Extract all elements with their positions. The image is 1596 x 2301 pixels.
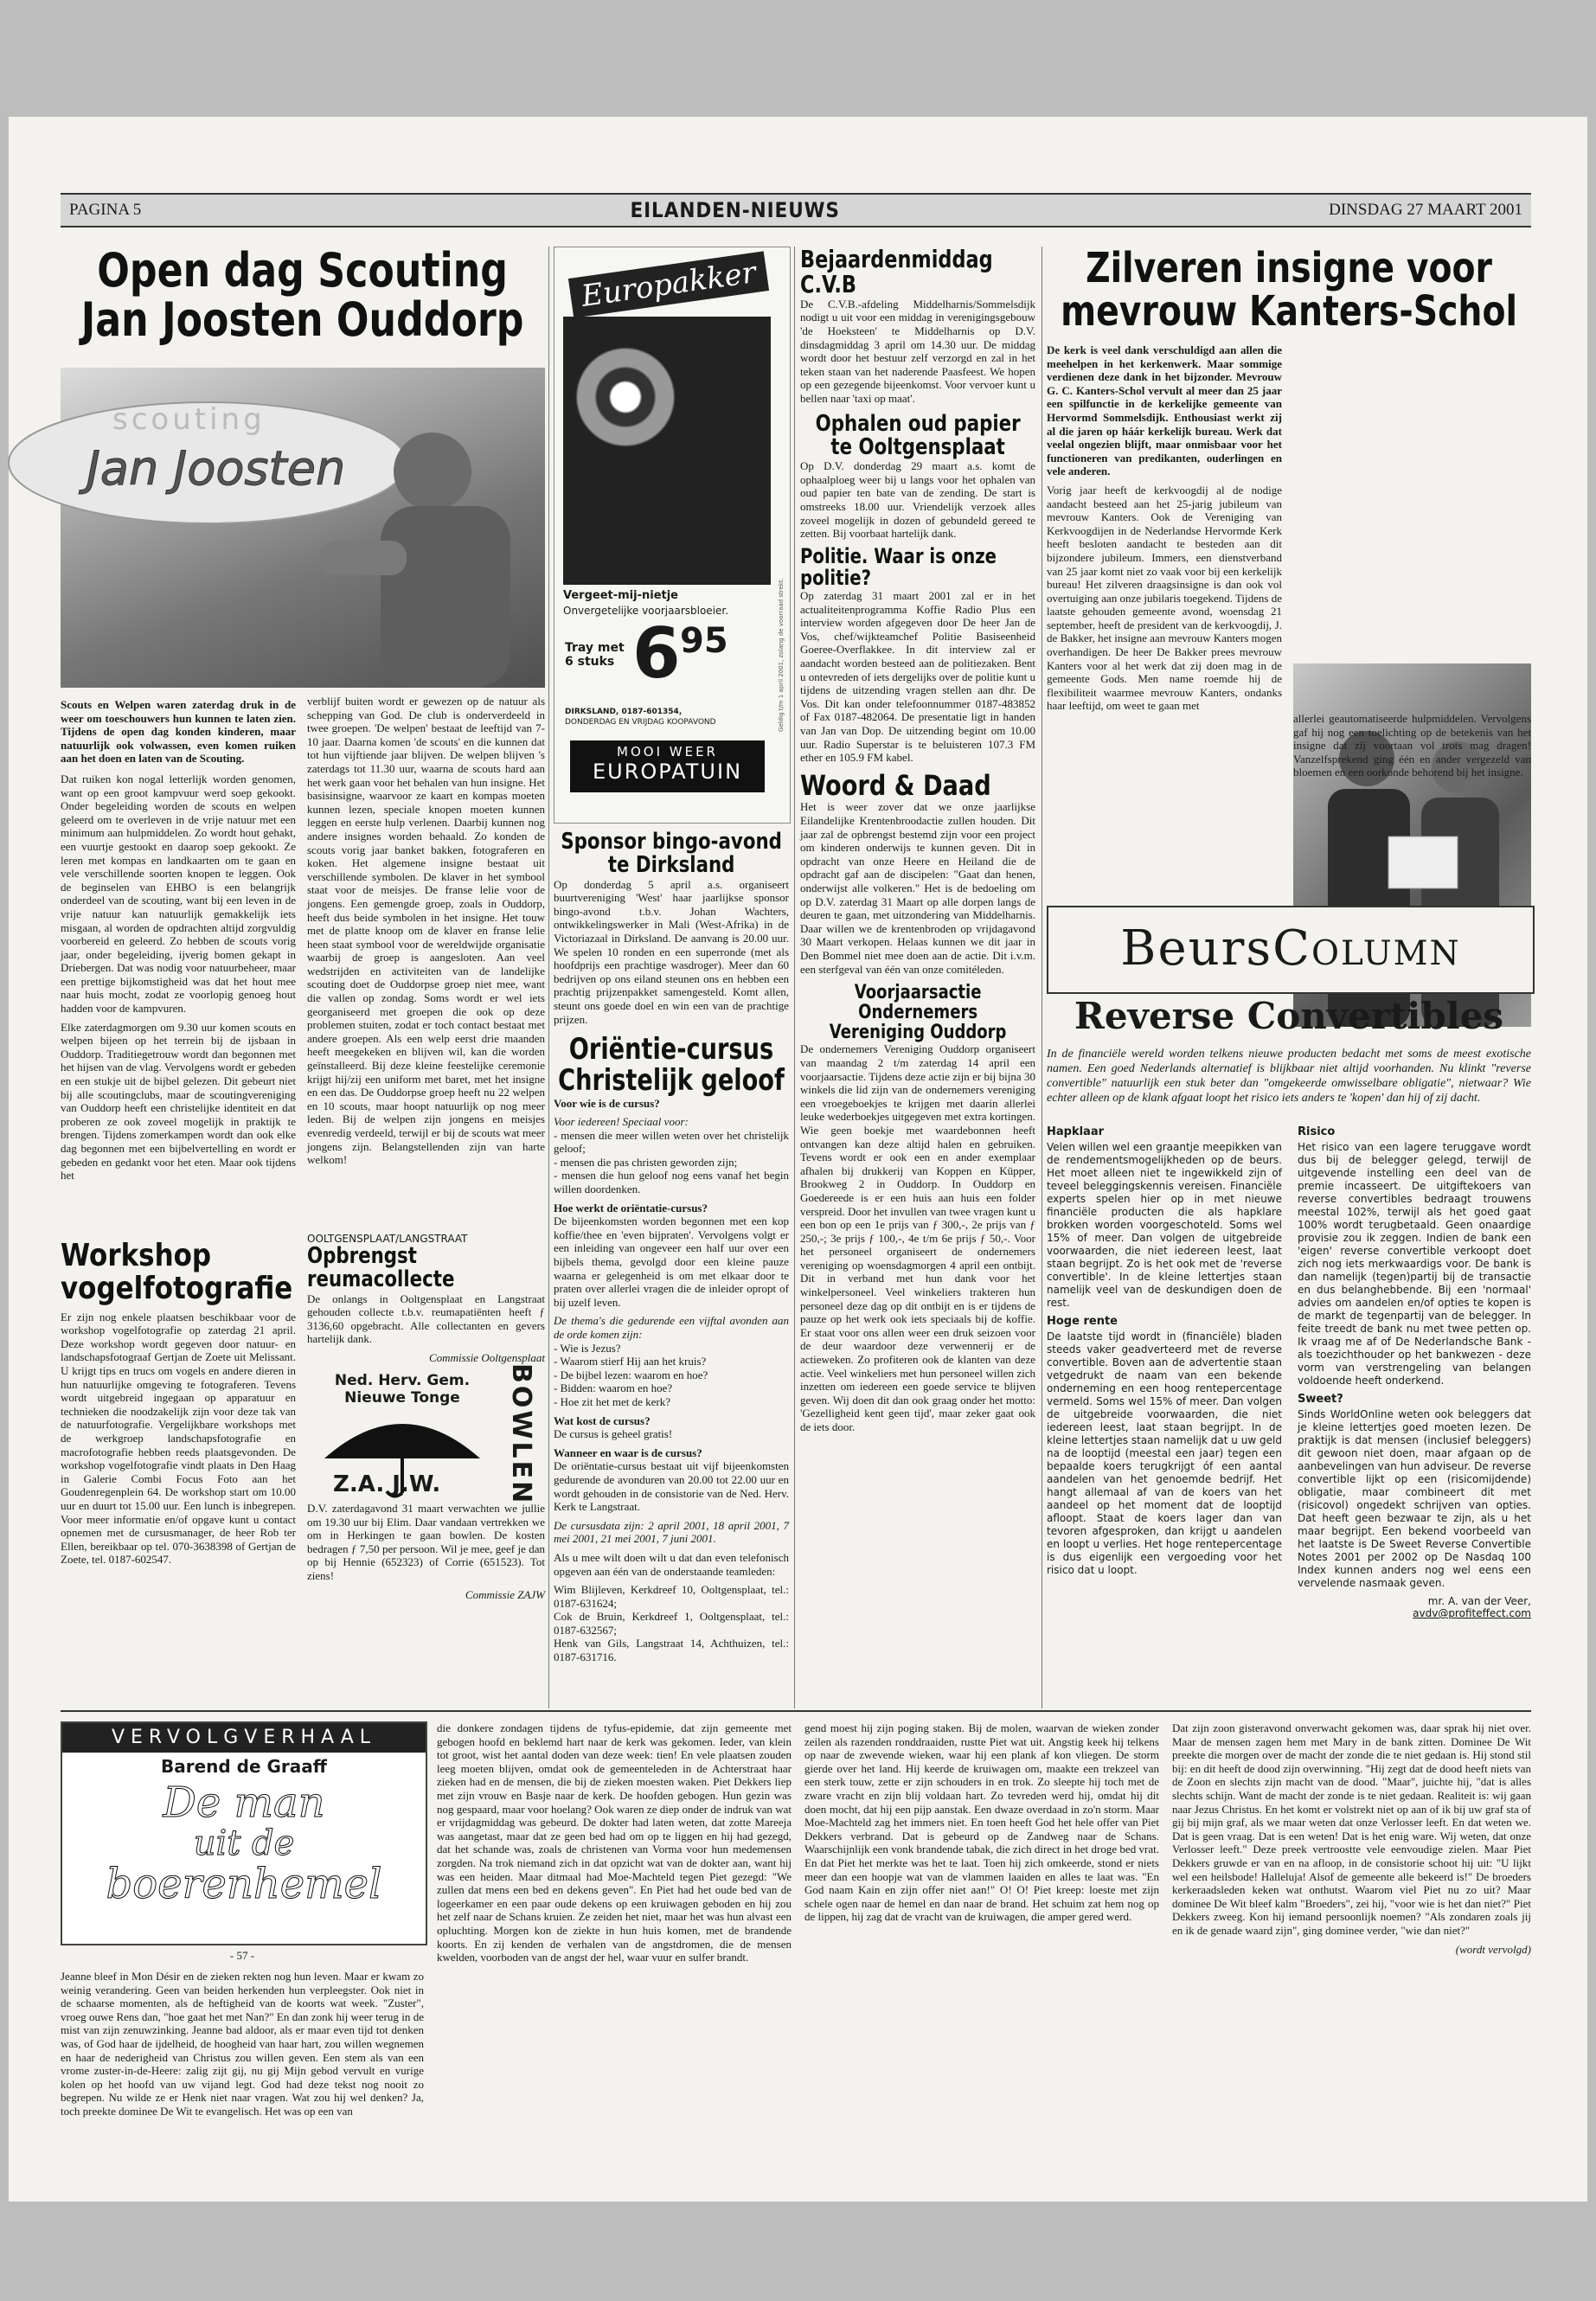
orientatie-theme: - Waarom stierf Hij aan het kruis? (554, 1355, 707, 1368)
papier-title-1: Ophalen oud papier (815, 410, 1021, 437)
europatuin-logo (570, 740, 765, 792)
divider (548, 247, 549, 1708)
orientatie-contact: Henk van Gils, Langstraat 14, Achthuizen, tel.: 0187-631716. (554, 1637, 789, 1664)
workshop-title-2: vogelfotografie (61, 1270, 293, 1306)
photo-sign-text-2: Jan Joosten (87, 441, 346, 496)
beurs-intro: In de financiële wereld worden telkens nieuwe producten bedacht met soms de meest exotische namen. Een goed Nederlands alternatief is blijkbaar niet altijd voorhanden. Nu klinkt "reverse convertible" natuurlijk een stuk beter dan "omgekeerde omwisselbare obligatie", nietwaar? Wie echter alleen op de klank afgaat loopt het risico iets anders te 'kopen' dan hij of zij dacht. (1047, 1048, 1531, 1105)
ad-address-2: DONDERDAG EN VRIJDAG KOOPAVOND (565, 718, 716, 727)
beurs-heading-sweet: Sweet? (1298, 1393, 1343, 1406)
orientatie-q2: Hoe werkt de oriëntatie-cursus? (554, 1201, 708, 1215)
bowlen-logo-arc: Ned. Herv. Gem. Nieuwe Tonge (334, 1371, 471, 1407)
orientatie-title-1: Oriëntie-cursus (568, 1032, 774, 1067)
vervolg-col-3 (804, 1721, 1159, 2193)
woord-title: Woord & Daad (800, 768, 991, 802)
beurs-col-2 (1298, 1120, 1531, 1708)
papier-body: Op D.V. donderdag 29 maart a.s. komt de ophaalploeg weer bij u langs voor het ophalen van oud papier ten bate van de zending. De start is omstreeks 18.00 uur. Vriendelijk verzoek alles zoveel mogelijk in dozen of gebundeld gereed te zetten. Bij voorbaat hartelijk dank. (800, 459, 1035, 541)
zilveren-title-2: mevrouw Kanters-Schol (1061, 287, 1517, 336)
photo-sign-text-1: scouting (112, 402, 266, 437)
reuma-kicker: OOLTGENSPLAAT/LANGSTRAAT (307, 1233, 468, 1245)
reuma-body: De onlangs in Ooltgensplaat en Langstraat gehouden collecte t.b.v. reumapatiënten heeft ƒ 3136,60 opgebracht. Alle collectanten en gevers hartelijk dank. (307, 1292, 545, 1346)
bingo-orientatie-col (554, 830, 789, 1704)
orientatie-q4-body: De oriëntatie-cursus bestaat uit vijf bijeenkomsten gedurende de avonduren van 20.00 tot 22.00 uur en wordt gehouden in de consistorie van de Ned. Herv. Kerk te Langstraat. (554, 1459, 789, 1514)
bowlen-logo-bottom: Z.A. J.W. (333, 1471, 441, 1497)
orientatie-theme: - Wie is Jezus? (554, 1341, 621, 1355)
beurs-col-1 (1047, 1120, 1282, 1708)
beurs-rente-body: De laatste tijd wordt in (financiële) bladen steeds vaker geadverteerd met de reverse convertible. Boven aan de advertentie staan vetgedrukt de naam van een bekende onderneming en een hoog rentepercentage vermeld. Soms wel 15% of meer. Dan volgen de uitgebreide voorwaarden, die niet iedereen leest, laat staan begrijpt. In de kleine lettertjes staan namelijk dat u uw geld na de looptijd (meestal een jaar) tegen een bepaalde koers terugkrijgt óf een aantal aandelen van het genoemde bedrijf. Het hangt allemaal af van de koers van het aandeel op het moment dat de looptijd afloopt. Staat de koers lager dan van tevoren afgesproken, dan krijgt u aandelen en loopt u verlies. Het hoge rentepercentage is dus eigenlijk een vergoeding voor het risico dat u loopt. (1047, 1330, 1282, 1576)
beurs-sweet-body: Sinds WorldOnline weten ook beleggers dat je kleine lettertjes goed moeten lezen. De praktijk is dat mensen (inclusief beleggers) dit gewoon niet doen, maar afgaan op de aanbevelingen van hun adviseur. De reverse convertible lijkt op een (risicomijdende) obligatie, maar combineert dit met (risicovol) ongedekt schrijven van opties. Dat heeft geen bezwaar te zijn, als u het maar begrijpt. Een bekend voorbeeld van het laatste is De Sweet Reverse Convertible Notes 2001 per 2002 op De Nasdaq 100 Index kunnen anders nog wel eens een vervelende nasmaak geven. (1298, 1408, 1531, 1589)
bejaarden-title: Bejaardenmiddag C.V.B (800, 245, 993, 299)
orientatie-q1-item: - mensen die pas christen geworden zijn; (554, 1155, 738, 1169)
vervolgverhaal-box (61, 1721, 427, 1945)
orientatie-q1-item: - mensen die meer willen weten over het christelijk geloof; (554, 1128, 789, 1156)
bingo-title-1: Sponsor bingo-avond (561, 829, 782, 855)
vervolg-title (62, 1780, 426, 1907)
vervolg-end: (wordt vervolgd) (1455, 1942, 1531, 1956)
brand-bottom: EUROPATUIN (592, 760, 743, 784)
divider (61, 1710, 1531, 1712)
vervolg-col-2 (437, 1721, 792, 2193)
orientatie-contact: Wim Blijleven, Kerkdreef 10, Ooltgensplaat, tel.: 0187-631624; (554, 1583, 789, 1610)
reuma-article (307, 1233, 545, 1601)
bowlen-graphic (307, 1362, 545, 1506)
ad-price-main: 6 (632, 613, 681, 694)
scouting-title-1: Open dag Scouting (97, 243, 508, 298)
zilveren-lead: De kerk is veel dank verschuldigd aan allen die meehelpen in het kerkenwerk. Maar sommige verdienen deze dank in het bijzonder. Mevrouw G. C. Kanters-Schol vervult al meer dan 25 jaar een spilfunctie in de kerkelijke gemeente van Hervormd Sommelsdijk. Enthousiast werkt zij al die jaren op háár kerkelijk bureau. Werk dat veelal ongezien blijft, maar onmisbaar voor het functioneren van predikanten, ouderlingen en vele anderen. (1047, 343, 1282, 478)
page-number: PAGINA 5 (69, 201, 142, 219)
vervolg-text-3: gend moest hij zijn poging staken. Bij de molen, waarvan de wieken zonder zeilen als razenden ronddraaiden, rustte Piet wat uit. Angstig keek hij telkens op naar de zwevende wieken, waar hij een plank af kon vliegen. De storm gierde over het land. Hij keerde de kruiwagen om, maakte een trekzeel van een sterk touw, zette er zijn schouders in en trok. Zo sleepte hij toch met de zware vracht en zijn blij voldaan hart. Zo tevreden werd hij, omdat hij dit doen mocht, dat hij een pijp aanstak. Een dwaze overdaad in zo'n storm. Maar Moe-Machteld zag het immers niet. En toen heeft God het hele offer van Piet Dekkers verbrand. Dat is gebeurd op de Zandweg naar de Schans. Waarschijnlijk een vonk brandende tabak, die zich direct in het droge bed vrat. En dat Piet het merkte was het te laat. Toen hij zich omkeerde, stond er niets meer dan een hoopje wat van de vlammen laaiden en alles te laat was. "En God naam Kain en zijn offer niet aan!" O! O! Piet kreep: loeste met zijn schele ogen naar de hemel en dan naar de brand. Het schuim zat hem nog op de lippen, hij zag dat de vracht van de kruiwagen, die amper gered werd. (804, 1721, 1159, 1924)
bingo-body: Op donderdag 5 april a.s. organiseert buurtvereniging 'West' haar jaarlijkse sponsor bingo-avond t.b.v. Johan Wachters, ontwikkelingswerker in Mali (West-Afrika) in de Victoriazaal in Dirksland. De aanvang is 20.00 uur. We spelen 10 ronden en een superronde (met als hoofdprijs een prachtige wasdroger). Meer dan 60 bedrijven op ons eiland steunen ons en hebben een prachtig prijzenpakket samengesteld. Komt allen, steunt ons goede doel en win een van de prachtige prijzen. (554, 877, 789, 1026)
orientatie-q1: Voor wie is de cursus? (554, 1096, 660, 1110)
scouting-photo (61, 368, 545, 688)
issue-date: DINSDAG 27 MAART 2001 (1329, 201, 1522, 219)
europakker-logo: Europakker (568, 251, 769, 317)
newspaper-page (9, 117, 1587, 2202)
beurs-heading-risico: Risico (1298, 1125, 1336, 1138)
reuma-title: Opbrengst reumacollecte (307, 1243, 455, 1293)
ad-product-name: Vergeet-mij-nietje (563, 589, 678, 602)
voorjaar-body: De ondernemers Vereniging Ouddorp organiseert van maandag 2 t/m zaterdag 14 april een voorjaarsactie. Tijdens deze actie zijn er bij bijna 30 winkels die lid zijn van de ondernemers vereniging een vroegeboekjes te krijgen met daarin allerlei leuke wederboekjes uitgegeven met extra kortingen. Wie geen boekje met waardebonnen heeft ontvangen kan deze altijd halen en gebruiken. Tevens wordt er ook een en ander exemplaar afhalen bij drukkerij van Koppen en Küpper, Brookweg 2 in Ouddorp. In Ouddorp en Goedereede is er een huis aan huis een folder verspreid. Door het invullen van twee vragen kunt u een bon op een 1e prijs van ƒ 300,-, 2e prijs van ƒ 250,-; 3e prijs ƒ 100,-, 4e t/m 6e prijs ƒ 50,-. Voor het personeel organiseert de ondernemers vereniging op woensdagmorgen 4 april een ontbijt. Dit in verband met hun dank voor het winkelpersoneel. Veel winkeliers trakteren hun personeel deze dag op dit ontbijt en is er tijdens de pauze op het werk ook iets speciaals bij de koffie. Er staat voor ons allen weer een druk seizoen voor de deur waardoor deze verwennerij er de actieweken. Zo profiteren ook de klanten van deze actie. Veel winkeliers met hun personeel willen zich inzetten om iedereen een goede service te blijven geven. Wij doen dit dan ook graag onder het motto: 'Gezelligheid kent geen tijd', maar zeker gaat ook de iets door. (800, 1042, 1035, 1433)
politie-title: Politie. Waar is onze politie? (800, 543, 997, 590)
bowlen-body: D.V. zaterdagavond 31 maart verwachten we jullie om 19.30 uur bij Elim. Daar vandaan vertrekken we om in Herkingen te gaan bowlen. De kosten bedragen ƒ 7,50 per persoon. Wil je mee, geef je dan op bij Hennie (652323) of Corrie (651523). Tot ziens! (307, 1501, 545, 1582)
beurs-intro-box (1047, 1047, 1531, 1125)
vervolg-author: Barend de Graaff (160, 1756, 327, 1777)
woord-body: Het is weer zover dat we onze jaarlijkse Eilandelijke Krentenbroodactie zullen houden. Dit jaar zal de opbrengst bestemd zijn voor een project om kinderen onderwijs te kunnen geven. Dit in opdracht van onze Heere en Heiland die de opdracht gaf aan de discipelen: "Gaat dan henen, onderwijst alle volkeren." Het is de bedoeling om op D.V. zaterdag 31 Maart op alle dorpen langs de deuren te gaan, met uitzondering van Middelharnis. Daar willen we de krentenbroden op vrijdagavond 30 Maart verkopen. Helaas kunnen we dit jaar in Den Bommel niet mee doen aan de actie. Dit i.v.m. een sterfgeval van één van onze comitéleden. (800, 800, 1035, 976)
orientatie-headline (554, 1032, 789, 1098)
politie-body: Op zaterdag 31 maart 2001 zal er in het actualiteitenprogramma Koffie Radio Plus een interview worden afgegeven door De heer Jan de Vos, chef/wijkteamchef Politie Basiseenheid Goeree-Overflakkee. In dit interview zal er aandacht worden besteed aan de politiezaken. Bent u ontevreden of iets dergelijks over de politie kunt u tijdens de uitzending vragen stellen aan dhr. De Vos. Dit kan onder telefoonnummer 0187-483852 of Fax 0187-482064. De presentatie ligt in handen van Jan van Dop. De uitzending begint om 10.00 uur. Radio Superstar is te beluisteren 107.3 FM ether en 105.9 FM kabel. (800, 589, 1035, 765)
beurs-risico-body: Het risico van een lagere teruggave wordt dus bij de belegger gelegd, terwijl de uitgevende instelling een deel van de premie incasseert. De uitgiftekoers van reverse convertibles bedraagt trouwens meestal 102%, terwijl als het goed gaat 100% wordt terugbetaald. Geen onaardige provisie zou ik zeggen. Indien de bank een 'eigen' reverse convertible verkoopt doet zich nog iets merkwaardigs voor. De bank is dan namelijk (tegen)partij bij de transactie en dus belanghebbende. Bij een 'normaal' advies om aandelen en/of opties te kopen is de markt de tegenpartij van de belegger. In feite treedt de bank nu met twee petten op. Ik vraag me af of De Nederlandsche Bank - als toezichthouder op het bankwezen - deze vorm van verstrengeling van belangen voldoende heeft onderkend. (1298, 1141, 1531, 1387)
voorjaar-title-2: Vereniging Ouddorp (829, 1022, 1007, 1044)
beurs-heading-rente: Hoge rente (1047, 1315, 1118, 1328)
orientatie-q4-dates: De cursusdata zijn: 2 april 2001, 18 april 2001, 7 mei 2001, 21 mei 2001, 7 juni 2001. (554, 1518, 789, 1546)
vervolg-text-2: die donkere zondagen tijdens de tyfus-epidemie, dat zijn gemeente met gebogen hoofd en beklemd hart naar de kerk was gekomen. Ieder, van klein tot groot, wist het aantal doden van deze week: tien! En vele plaatsen zouden leeg moeten blijven, omdat ook de gemeenteleden in de Achterstraat haar zieken had en de mensen, die bij de zieken moesten waken. Piet Dekkers liep met zijn vrouw en Basje naar de kerk. De hoofden gebogen. Hun gezin was nog gespaard, maar voor hoelang? Ook waren ze diep onder de indruk van wat er vrijdagmiddag was gebeurd. De dokter had laten weten, dat zotte Mareeja was aangetast, maar dat ze geen bed had om op te liggen en hij had gezegd, dat het schande was, zoals de christenen van Vorma voor hun medemensen zorgden. Na trok niemand zich in dat opzicht wat van de dokter aan, want hij was een heiden. Maar ditmaal had Moe-Machteld tegen Piet gezegd: "We zullen dat mens een bed en dekens geven". En Piet had het oude bed van de logeerkamer en een paar oude dekens op een kruiwagen geboden en hij zou het zelf naar de Schans kruien. Ze zeiden het niet, maar het was hun alvast een opluchting. Morgen kon de ziekte in hun huis komen, met de brandende koorts. En zij kenden de verhalen van de angstdromen, die de mensen kwelden, voorboden van de angst der hel, waar vuur en sulfer brandt. (437, 1721, 792, 1965)
beurs-logo-left: Beurs (1120, 920, 1273, 977)
ad-product-subtitle: Onvergetelijke voorjaarsbloeier. (563, 605, 729, 617)
orientatie-q4: Wanneer en waar is de cursus? (554, 1445, 702, 1459)
beurs-title: Reverse Convertibles (1074, 995, 1504, 1037)
workshop-article (61, 1238, 296, 1567)
orientatie-theme: - Bidden: waarom en hoe? (554, 1381, 673, 1395)
beurs-title-box (1047, 995, 1531, 1047)
workshop-body: Er zijn nog enkele plaatsen beschikbaar voor de workshop vogelfotografie op zaterdag 21 april. Deze workshop wordt gegeven door natuur- en landschapsfotograaf Gertjan de Zoete uit Melissant. U krijgt tips en trucs om vogels en andere dieren in hun natuurlijke omgeving te fotograferen. Tevens wordt uitgebreid ingegaan op apparatuur en technieken die noodzakelijk zijn voor deze tak van de natuurfotografie. Vergelijkbare workshops met de werkgroep landschapsfotografie en macrofotografie hebben reeds plaatsgevonden. De workshop vogelfotografie vindt plaats in Den Haag in Galerie Combi Focus Foto aan het Goudenregenplein 64. De workshop start om 10.00 uur en duurt tot 15.00 uur. Een lunch is inbegrepen. Voor meer informatie en/of opgave kunt u contact opnemen met de cursusmanager, de heer Rob ter Ellen, bereikbaar op tel. 070-3638398 of Gertjan de Zoete, tel. 0187-602547. (61, 1310, 296, 1567)
kanters-caption-box (1293, 712, 1531, 894)
ad-address-1: DIRKSLAND, 0187-601354, (565, 708, 683, 716)
vervolg-episode: - 57 - (229, 1949, 255, 1962)
orientatie-q3-body: De cursus is geheel gratis! (554, 1427, 673, 1441)
vervolg-col-1 (61, 1970, 424, 2195)
papier-headline (800, 410, 1035, 460)
europakker-ad (554, 247, 791, 824)
vervolg-title-2: uit de (193, 1823, 295, 1863)
scouting-body-3: verblijf buiten wordt er gewezen op de natuur als schepping van God. De club is onderverdeeld in twee groepen. 'De welpen' bestaat de leeftijd van 7-10 jaar. Daarna komen 'de scouts' en die kunnen dat tot hun vijftiende jaar blijven. De welpen blijven 's zaterdags tot 11.30 uur, waarna de scouts hard aan het werk gaan voor het behalen van hun insigne. Het basisinsigne, waarvoor ze kaart en kompas moeten kunnen lezen, speciale knopen moeten kunnen leggen en eerste hulp verlenen. Daarbij kunnen nog andere insignes worden behaald. Zo konden de scouts vorig jaar banket bakken, fotograferen en koken. Het algemene insigne bestaat uit verschillende symbolen. De klaver in het symbool staat voor de meisjes. De franse lelie voor de jongens. Een gemengde groep, zoals in Ouddorp, heeft dus beide symbolen in het insigne. Het touw met de platte knoop om de klaver en franse lelie heen staat symbool voor de wereldwijde organisatie waarbij de groep is aangesloten. Aan veel wedstrijden en activiteiten van de landelijke scouting doet de Ouddorpse groep niet mee, want die vallen op zondag. Soms wordt er wel iets georganiseerd met groepen die ook op deze problemen stuiten, zodat er toch contact bestaat met andere groepen. Als een welp eerst drie maanden heeft meegekeken en blijven wil, kan die worden geïnstalleerd. Bij deze kleine feestelijke ceremonie krijgt hij/zij een uniform met baret, met het insigne en een das. De Ouddorpse groep heeft nu 22 welpen en 10 scouts, maar hoopt natuurlijk op nog meer leden. Bij de welpen zijn jongens en meisjes evenredig verdeeld, terwijl er bij de scouts wat meer jongens zijn. Belangstellenden zijn van harte welkom! (307, 695, 545, 1167)
bejaarden-body: De C.V.B.-afdeling Middelharnis/Sommelsdijk nodigt u uit voor een middag in verenigingsgebouw 'de Hoeksteen' te Middelharnis op D.V. dinsdagmiddag 3 april om 14.30 uur. De middag wordt door het bestuur zelf verzorgd en zal in het teken staan van het naderende Paasfeest. We hopen op een gezegende bijeenkomst. Voor vervoer kunt u bellen naar 'taxi op maat'. (800, 297, 1035, 405)
beurs-author: mr. A. van der Veer, (1427, 1595, 1531, 1607)
orientatie-theme: - Hoe zit het met de kerk? (554, 1394, 670, 1408)
papier-title-2: te Ooltgensplaat (830, 433, 1005, 460)
orientatie-q1-intro: Voor iedereen! Speciaal voor: (554, 1115, 689, 1129)
col-4 (800, 247, 1035, 1704)
vervolg-text-1: Jeanne bleef in Mon Désir en de zieken rekten nog hun leven. Maar er kwam zo weinig verandering. Geen van beiden herkenden hun verpleegster. Ook niet in de schaarse momenten, als de heftigheid van de koorts wat week. "Zuster", vroeg ouwe Rens dan, "hoe gaat het met Nan?" En dan zonk hij weer terug in de mist van zijn zenuwzinking. Jeanne bad aldoor, als er maar even tijd tot denken was, of God haar de ijdelheid, de hoogheid van haar hart, zou willen wegnemen en haar de nederigheid van Christus zou willen geven. Een stem als van een vrome zuster-in-de-Heere: zalig zijt gij, nu gij Mijn gebod vervult en vurige kolen op het hoofd van uw vijand legt. God had deze tekst nog nooit zo begrepen. Nu wilde ze er Henk niet naar vragen. Wat zou hij wel denken? Ja, toch preekte dominee De Wit te evangelisch. Het was op een van (61, 1970, 424, 2118)
orientatie-q2-note: De thema's die gedurende een vijftal avonden aan de orde komen zijn: (554, 1314, 789, 1341)
beurs-heading-hapklaar: Hapklaar (1047, 1125, 1105, 1138)
divider (794, 247, 795, 1708)
vervolg-title-3: boerenhemel (106, 1860, 382, 1908)
scouting-caption: Scouts en Welpen waren zaterdag druk in de weer om toeschouwers hun kunnen te laten zien. Tijdens de open dag konden kinderen, maar natuurlijk ook volwassen, even komen ruiken aan het doen en laten van de Scouting. (61, 698, 296, 766)
ad-price-cents: 95 (680, 621, 728, 661)
page-header (61, 193, 1531, 228)
zilveren-headline (1047, 244, 1531, 336)
orientatie-title-2: Christelijk geloof (558, 1062, 785, 1098)
voorjaar-title-1: Voorjaarsactie Ondernemers (854, 982, 982, 1024)
beurs-email-link[interactable]: avdv@profiteffect.com (1413, 1607, 1531, 1619)
brand-top: MOOI WEER (617, 744, 718, 760)
orientatie-q2-body: De bijeenkomsten worden begonnen met een kop koffie/thee en 'even bijpraten'. Vervolgens volgt er een inleiding van ongeveer een half uur over een bijbels thema, gevolgd door een kleine pauze waarna er gelegenheid is om met elkaar door te praten over allerlei vragen die de inleider opropt of bij uzelf leven. (554, 1215, 789, 1309)
bingo-headline (554, 830, 789, 878)
orientatie-q1-item: - mensen die hun geloof nog eens vanaf het begin willen doordenken. (554, 1169, 789, 1196)
voorjaar-headline (800, 983, 1035, 1042)
orientatie-q4-contact: Als u mee wilt doen wilt u dat dan even telefonisch opgeven aan één van de onderstaande teamleden: (554, 1550, 789, 1578)
beurscolumn-logo (1047, 906, 1535, 994)
scouting-body-1: Dat ruiken kon nogal letterlijk worden genomen, want op een groot kampvuur werd soep gekookt. Onder begeleiding worden de scouts en welpen geleerd om te overleven in de vrije natuur met een minimum aan hulpmiddelen. Zo wordt hout gehakt, een vuurtje gestookt en daarop soep gekookt. Ze leren met kompas en landkaarten om te gaan en vele verschillende soorten knopen te leggen. Ook de beginselen van EHBO is een belangrijk onderdeel van de scouting, want bij een leven in de vrije natuur kan natuurlijk gemakkelijk iets misgaan, al worden de opdrachten altijd zorgvuldig voorbereid en geleerd. Zo hebben de scouts vorig jaar, onder begeleiding, ijverig bomen gekapt in Driebergen. Dat was nodig voor natuurbeheer, maar een prettige bijkomstigheid was dat het hout mee naar huis mocht, zodat ze voorlopig genoeg hout hadden voor de kampvuren. (61, 772, 296, 1016)
beurs-logo-right: Column (1272, 920, 1461, 977)
vervolg-text-4: Dat zijn zoon gisteravond onverwacht gekomen was, daar sprak hij niet over. Maar de mensen zagen hem met Mary in de bank zitten. Dominee De Wit preekte die morgen over de macht der zonde die te niet gedaan is. Hij stond stil bij: en dit heeft de dood zijn overwinning. "Hij zegt dat de dood heeft niets van de Zoon en slechts zijn macht van de dood. "Maar", juichte hij, "dat is alles slechts schijn. Want de macht der zonde is te niet gedaan. Realiteit is: wij gaan naar Jezus Christus. En het komt er volstrekt niet op aan of ik bij uw graf sta of gij bij mijn graf, als we maar weten dat onze Verlosser leeft. En dat weten we. Dat is geen vraag. Dat is een weten! Dat is het enig ware. Wij weten, dat onze Verlosser leeft." Deze preek vertroostte vele eenvoudige zielen. Maar Piet Dekkers gruwde er van en na afloop, in de consistorie schoot hij uit: "U lijkt wel een heilsbode! Halleluja! Alsof de gemeente alle bekeerd is!" De broeders kerkeraadsleden keken wat onthutst. Waarom viel Piet nu zo uit? Maar dominee De Wit bleef kalm "Broeders", zei hij, "voor wie is het dan niet?" Piet Dekkers zweeg. Kon hij iemand persoonlijk noemen? "Als zondaren zoals jij en ik de genade waard zijn", ging dominee verder, "wie dan niet?" (1172, 1721, 1531, 1937)
zilveren-text (1047, 343, 1282, 897)
vervolg-banner: VERVOLGVERHAAL (62, 1723, 426, 1753)
flower-tray-photo (563, 317, 771, 585)
orientatie-theme: - De bijbel lezen: waarom en hoe? (554, 1368, 708, 1381)
masthead: EILANDEN-NIEUWS (630, 198, 840, 222)
workshop-title-1: Workshop (61, 1238, 212, 1273)
zilveren-title-1: Zilveren insigne voor (1086, 244, 1492, 292)
bingo-title-2: te Dirksland (607, 852, 735, 879)
bowlen-vertical-title: BOWLEN (506, 1362, 536, 1506)
orientatie-contact: Cok de Bruin, Kerkdreef 1, Ooltgensplaat, tel.: 0187-632567; (554, 1610, 789, 1637)
scouting-headline (61, 243, 545, 347)
ad-side-note: Geldig t/m 1 april 2001, zolang de voorraad strekt. (778, 578, 785, 732)
ad-tray-label: Tray met 6 stuks (565, 641, 625, 669)
beurs-hapklaar-body: Velen willen wel een graantje meepikken van de rendementsmogelijkheden op de beurs. Het moet alleen niet te ingewikkeld zijn of teveel beleggingskennis vereisen. Financiële experts spelen hier op in met nieuwe financiële producten die als hapklare brokken worden voorgeschoteld. Soms wel 15% of meer. Dan volgen de uitgebreide voorwaarden, die niet iedereen leest, laat staan begrijpt. Zo is het ook met de 'reverse convertible'. In de kleine lettertjes staan namelijk veel van de deskundigen doen de rest. (1047, 1141, 1282, 1309)
vervolg-col-4 (1172, 1721, 1531, 2193)
bowlen-signature: Commissie ZAJW (465, 1587, 545, 1601)
reuma-signature: Commissie Ooltgensplaat (429, 1350, 545, 1364)
zilveren-body: Vorig jaar heeft de kerkvoogdij al de nodige aandacht besteed aan het 25-jarig jubileum van mevrouw Kanters. Ook de Vereniging van Kerkvoogdijen in de Nederlandse Hervormde Kerk heeft besloten aandacht te besteden aan dit bijzondere jubileum. Immers, een dienstverband van 25 jaar komt niet zo vaak voor bij een kerkelijk bureau! Het zilveren draagsinsigne is dan ook vol overtuiging aan onze jubilaris toegekend. Tijdens de laatste gehouden gemeente avond, woensdag 21 september, heeft de president van de kerkvoogdij, J. de Bakker, het insigne aan mevrouw Kanters mogen overhandigen. De heer De Bakker prees mevrouw Kanters voor al het werk dat zij doen mag in de gemeente Gods. Men name roemde hij de flexibiliteit waarmee mevrouw Kanters, ondanks haar leeftijd, om weet te gaan met (1047, 483, 1282, 713)
vervolg-title-1: De man (163, 1779, 325, 1827)
kanters-photo-caption: allerlei geautomatiseerde hulpmiddelen. Vervolgens gaf hij nog een toelichting op de betekenis van het insigne dat zij voortaan vol trots mag dragen! Vanzelfsprekend ging één en ander vergezeld van bloemen en een oorkonde behorend bij het insigne. (1293, 712, 1531, 779)
orientatie-q3: Wat kost de cursus? (554, 1413, 651, 1427)
scouting-body-2: Elke zaterdagmorgen om 9.30 uur komen scouts en welpen bijeen op het terrein bij de ijsbaan in Ouddorp. Traditiegetrouw wordt dan begonnen met het hijsen van de vlag. Vervolgens wordt er gebeden en een stukje uit de bijbel gelezen. Dit gebeurt niet bij alle scoutingclubs, maar de scoutingvereniging van Ouddorp heeft een christelijke identiteit en dat proberen ze ook zoveel mogelijk in praktijk te brengen. Tijdens zomerkampen wordt dan ook elke dag begonnen met een bijbelvertelling en wordt er gebeden en gedankt voor het eten. Maar ook tijdens het (61, 1020, 296, 1183)
scouting-title-2: Jan Joosten Ouddorp (80, 292, 524, 347)
